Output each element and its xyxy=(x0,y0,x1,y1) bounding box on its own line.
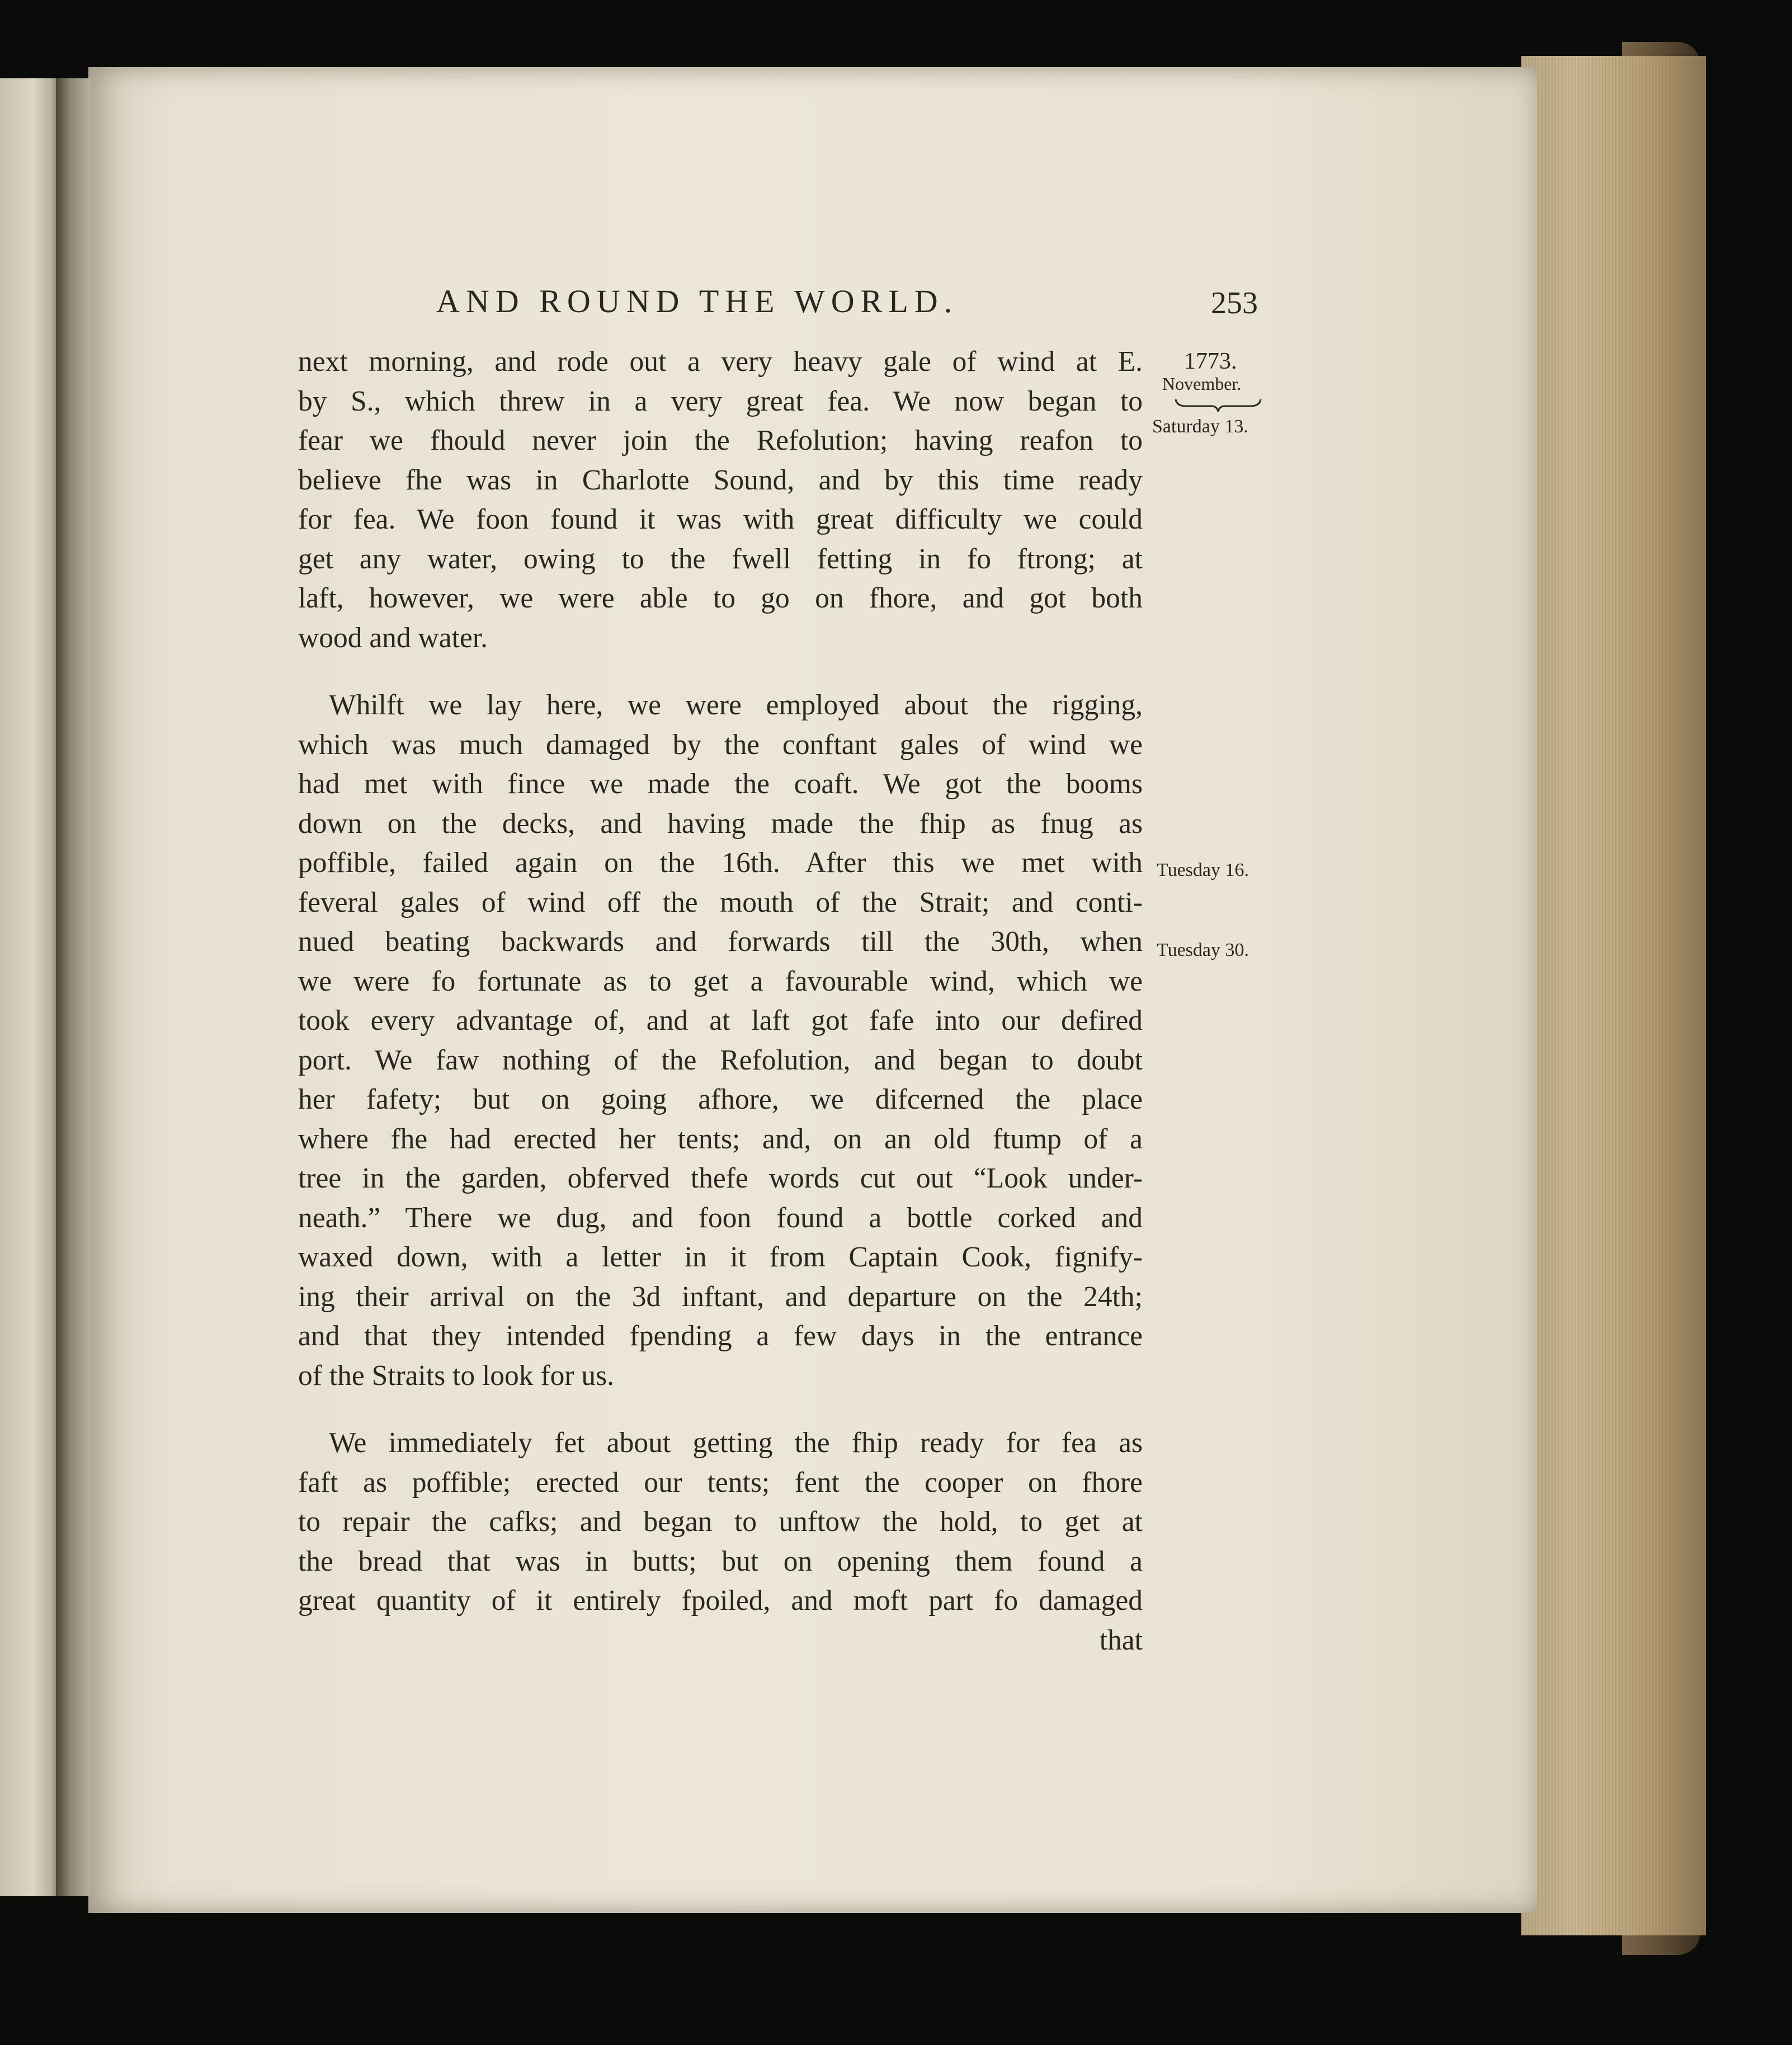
page-number: 253 xyxy=(1211,286,1258,321)
margin-note-year: 1773. xyxy=(1184,348,1237,374)
text-line: port. We faw nothing of the Refolution, and began to doubt xyxy=(298,1044,1143,1076)
text-line: wood and water. xyxy=(298,621,488,654)
text-line: down on the decks, and having made the fhip as fnug as xyxy=(298,807,1143,840)
text-line: which was much damaged by the conftant gales of wind we xyxy=(298,728,1143,761)
margin-note-month: November. xyxy=(1162,374,1242,394)
text-line: faft as poffible; erected our tents; fent the cooper on fhore xyxy=(298,1466,1143,1499)
margin-note-tuesday-30: Tuesday 30. xyxy=(1157,940,1249,960)
text-line: of the Straits to look for us. xyxy=(298,1359,615,1392)
margin-note-tuesday-16: Tuesday 16. xyxy=(1157,860,1249,880)
text-line: and that they intended fpending a few days in the entrance xyxy=(298,1320,1143,1352)
paragraph-gap xyxy=(298,658,1143,686)
text-line: had met with fince we made the coaft. We got the booms xyxy=(298,768,1143,800)
text-line: next morning, and rode out a very heavy gale of wind at E. xyxy=(298,346,1143,378)
text-line: laft, however, we were able to go on fhore, and got both xyxy=(298,582,1143,614)
text-line: fear we fhould never join the Refolution; having reafon to xyxy=(298,425,1143,456)
text-line: her fafety; but on going afhore, we difcerned the place xyxy=(298,1083,1143,1115)
text-line: nued beating backwards and forwards till the 30th, when xyxy=(298,926,1143,958)
paragraph-gap xyxy=(298,1396,1143,1424)
text-line: by S., which threw in a very great fea. We now began to xyxy=(298,385,1143,417)
previous-page-edge xyxy=(0,78,60,1896)
text-line: poffible, failed again on the 16th. After this we met with xyxy=(298,847,1143,879)
text-line: the bread that was in butts; but on opening them found a xyxy=(298,1545,1143,1577)
text-line: Whilft we lay here, we were employed about the rigging, xyxy=(329,689,1143,721)
text-line: waxed down, with a letter in it from Captain Cook, fignify- xyxy=(298,1241,1143,1273)
text-line: tree in the garden, obferved thefe words cut out “Look under- xyxy=(298,1162,1143,1194)
book-gutter xyxy=(56,78,91,1896)
text-line: to repair the cafks; and began to unftow the hold, to get at xyxy=(298,1506,1143,1538)
body-text xyxy=(298,342,1143,1660)
text-line: We immediately fet about getting the fhip ready for fea as xyxy=(329,1427,1143,1459)
text-line: for fea. We foon found it was with great difficulty we could xyxy=(298,503,1143,535)
text-line: get any water, owing to the fwell fetting in fo ftrong; at xyxy=(298,543,1143,575)
catchword: that xyxy=(1099,1624,1143,1656)
text-line: we were fo fortunate as to get a favourable wind, which we xyxy=(298,965,1143,997)
running-head: AND ROUND THE WORLD. xyxy=(436,283,959,319)
text-line: believe fhe was in Charlotte Sound, and by this time ready xyxy=(298,464,1143,496)
text-line: great quantity of it entirely fpoiled, and moft part fo damaged xyxy=(298,1585,1143,1617)
text-line: neath.” There we dug, and foon found a bottle corked and xyxy=(298,1201,1143,1234)
text-line: ing their arrival on the 3d inftant, and departure on the 24th; xyxy=(298,1280,1143,1313)
page-edges-stack xyxy=(1521,56,1706,1935)
margin-note-saturday: Saturday 13. xyxy=(1152,416,1248,437)
text-line: feveral gales of wind off the mouth of the Strait; and conti- xyxy=(298,886,1143,918)
text-line: took every advantage of, and at laft got fafe into our defired xyxy=(298,1005,1143,1036)
text-line: where fhe had erected her tents; and, on an old ftump of a xyxy=(298,1123,1143,1155)
margin-brace-icon xyxy=(1173,398,1263,413)
